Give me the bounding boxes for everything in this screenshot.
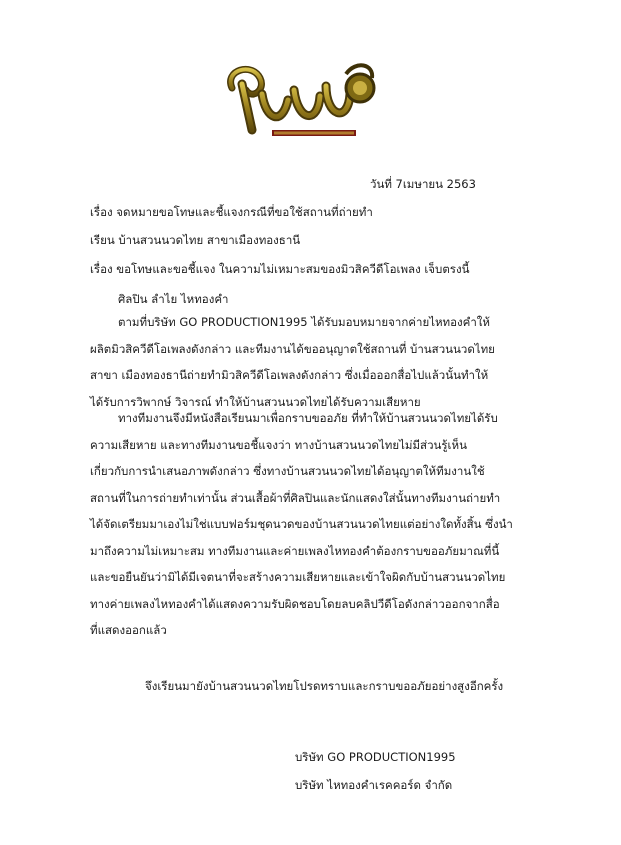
paragraph-2-line: และขอยืนยันว่ามิได้มีเจตนาที่จะสร้างความเสียหายและเข้าใจผิดกับบ้านสวนนวดไทย xyxy=(90,570,506,584)
paragraph-1-line: ผลิตมิวสิควีดีโอเพลงดังกล่าว และทีมงานได้ขออนุญาตใช้สถานที่ บ้านสวนนวดไทย xyxy=(90,341,495,356)
paragraph-2-line: ที่แสดงออกแล้ว xyxy=(90,623,167,637)
paragraph-2-line: ได้จัดเตรียมมาเองไม่ใช่แบบฟอร์มชุดนวดของบ้านสวนนวดไทยแต่อย่างใดทั้งสิ้น ซึ่งนำ xyxy=(90,517,513,531)
signature-label: บริษัท ไหทองคำเรคคอร์ด จำกัด xyxy=(295,778,453,792)
closing-line: จึงเรียนมายังบ้านสวนนวดไทยโปรดทราบและกราบขออภัยอย่างสูงอีกครั้ง xyxy=(145,679,504,693)
artist-line: ศิลปิน ลำไย ไหทองคำ xyxy=(118,292,229,306)
subject-detail-line: เรื่อง ขอโทษและขอชี้แจง ในความไม่เหมาะสมของมิวสิควีดีโอเพลง เจ็บตรงนี้ xyxy=(90,262,470,276)
paragraph-1-line: ตามที่บริษัท GO PRODUCTION1995 ได้รับมอบหมายจากค่ายไหทองคำให้ xyxy=(118,315,491,329)
paragraph-2-line: เกี่ยวกับการนำเสนอภาพดังกล่าว ซึ่งทางบ้านสวนนวดไทยได้อนุญาตให้ทีมงานใช้ xyxy=(90,464,485,478)
paragraph-1-line: สาขา เมืองทองธานีถ่ายทำมิวสิควีดีโอเพลงดังกล่าว ซึ่งเมื่อออกสื่อไปแล้วนั้นทำให้ xyxy=(90,368,489,382)
paragraph-1-line: ได้รับการวิพากษ์ วิจารณ์ ทำให้บ้านสวนนวดไทยได้รับความเสียหาย xyxy=(90,394,421,409)
paragraph-2-line: ความเสียหาย และทางทีมงานขอชี้แจงว่า ทางบ้านสวนนวดไทยไม่มีส่วนรู้เห็น xyxy=(90,437,467,452)
paragraph-2 xyxy=(90,405,532,644)
salutation-line: เรียน บ้านสวนนวดไทย สาขาเมืองทองธานี xyxy=(90,233,301,247)
subject-line: เรื่อง จดหมายขอโทษและชี้แจงกรณีที่ขอใช้สถานที่ถ่ายทำ xyxy=(90,205,373,219)
paragraph-2-line: มาถึงความไม่เหมาะสม ทางทีมงานและค่ายเพลงไหทองคำต้องกราบขออภัยมาณที่นี้ xyxy=(90,543,500,558)
paragraph-2-line: ทางค่ายเพลงไหทองคำได้แสดงความรับผิดชอบโดยลบคลิปวีดีโอดังกล่าวออกจากสื่อ xyxy=(90,596,500,611)
paragraph-1 xyxy=(90,309,532,415)
paragraph-2-line: สถานที่ในการถ่ายทำเท่านั้น ส่วนเสื้อผ้าที่ศิลปินและนักแสดงใส่นั้นทางทีมงานถ่ายทำ xyxy=(90,490,501,505)
paragraph-2-line: ทางทีมงานจึงมีหนังสือเรียนมาเพื่อกราบขออภัย ที่ทำให้บ้านสวนนวดไทยได้รับ xyxy=(118,411,498,425)
company-logo xyxy=(222,60,384,144)
signature-company: บริษัท GO PRODUCTION1995 xyxy=(295,750,456,764)
letter-date: วันที่ 7เมษายน 2563 xyxy=(370,177,476,191)
